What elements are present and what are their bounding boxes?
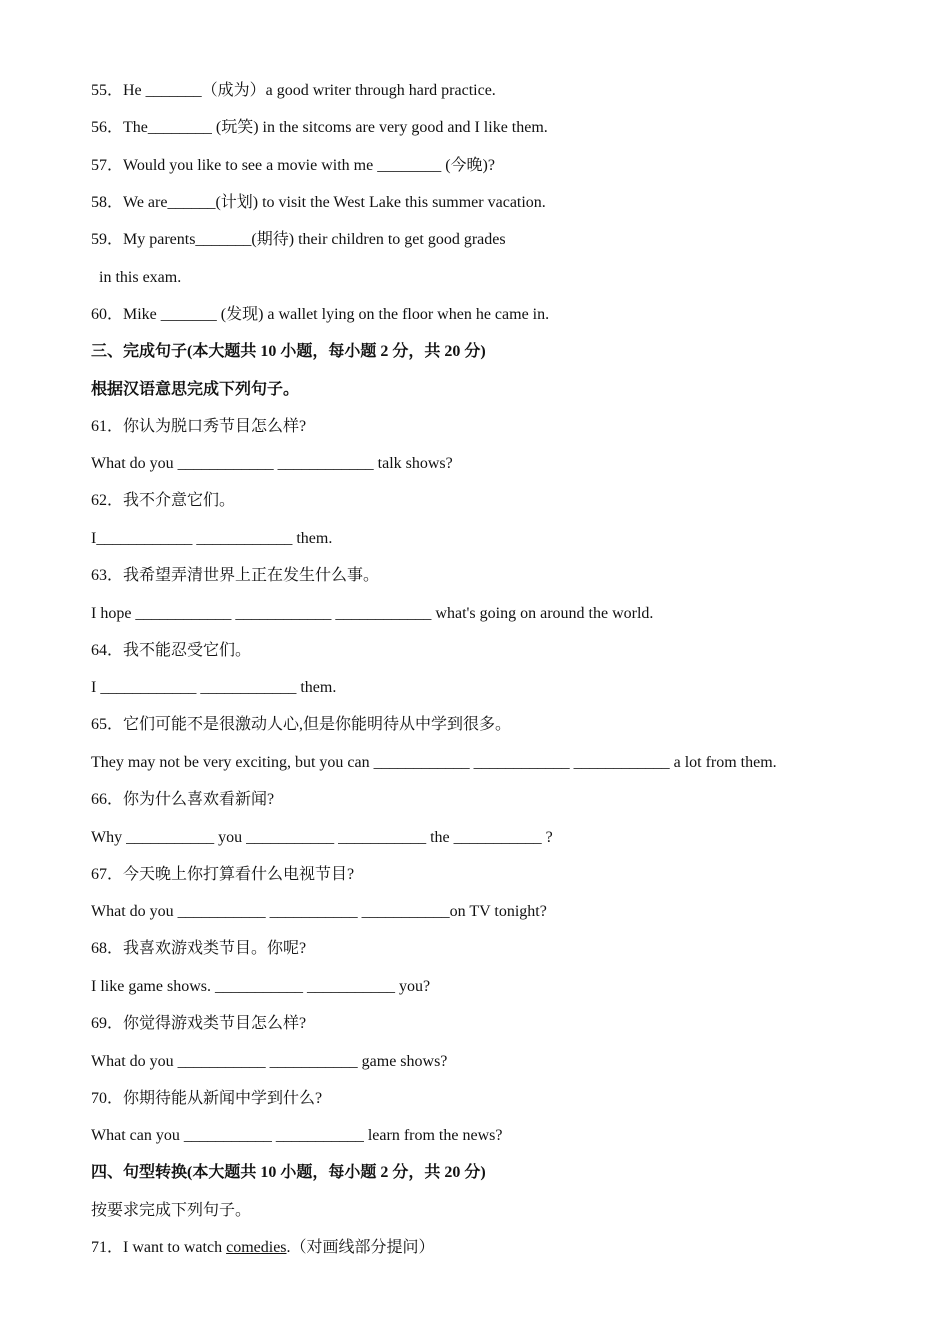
question-71-prefix: 71．I want to watch [91, 1239, 227, 1256]
question-62-chinese: 62．我不介意它们。 [91, 492, 236, 509]
question-59-line1: 59．My parents_______(期待) their children to get good grades [91, 231, 506, 248]
section-4-instruction: 按要求完成下列句子。 [91, 1202, 252, 1219]
question-61-english: What do you ____________ ____________ talk shows? [91, 455, 453, 472]
question-70-english: What can you ___________ ___________ learn from the news? [91, 1127, 503, 1144]
question-65-english: They may not be very exciting, but you can ____________ ____________ ____________ a lot from them. [91, 754, 777, 771]
section-3-title: 三、完成句子(本大题共 10 小题，每小题 2 分，共 20 分) [91, 343, 486, 360]
section-4-title: 四、句型转换(本大题共 10 小题，每小题 2 分，共 20 分) [91, 1164, 486, 1181]
question-56: 56．The________ (玩笑) in the sitcoms are very good and I like them. [91, 119, 548, 136]
question-68-english: I like game shows. ___________ ___________ you? [91, 978, 431, 995]
question-64-english: I ____________ ____________ them. [91, 679, 337, 696]
question-66-english: Why ___________ you ___________ ___________ the ___________ ? [91, 829, 553, 846]
question-66-chinese: 66．你为什么喜欢看新闻? [91, 791, 275, 808]
question-63-english: I hope ____________ ____________ ____________ what's going on around the world. [91, 605, 654, 622]
question-71 [91, 1238, 435, 1258]
question-61-chinese: 61．你认为脱口秀节目怎么样? [91, 418, 307, 435]
question-60: 60．Mike _______ (发现) a wallet lying on the floor when he came in. [91, 306, 550, 323]
question-62-english: I____________ ____________ them. [91, 530, 333, 547]
question-71-suffix: .（对画线部分提问） [286, 1239, 435, 1256]
question-69-english: What do you ___________ ___________ game shows? [91, 1053, 448, 1070]
question-67-english: What do you ___________ ___________ ___________on TV tonight? [91, 903, 547, 920]
section-3-instruction: 根据汉语意思完成下列句子。 [91, 381, 300, 398]
question-64-chinese: 64．我不能忍受它们。 [91, 642, 252, 659]
question-70-chinese: 70．你期待能从新闻中学到什么? [91, 1090, 323, 1107]
question-58: 58．We are______(计划) to visit the West Lake this summer vacation. [91, 194, 546, 211]
question-68-chinese: 68．我喜欢游戏类节目。你呢? [91, 940, 307, 957]
question-55: 55．He _______（成为）a good writer through hard practice. [91, 82, 496, 99]
question-71-underlined-word: comedies [226, 1239, 287, 1256]
question-57: 57．Would you like to see a movie with me ________ (今晚)? [91, 157, 495, 174]
question-69-chinese: 69．你觉得游戏类节目怎么样? [91, 1015, 307, 1032]
question-63-chinese: 63．我希望弄清世界上正在发生什么事。 [91, 567, 380, 584]
question-67-chinese: 67．今天晚上你打算看什么电视节目? [91, 866, 355, 883]
question-65-chinese: 65．它们可能不是很激动人心,但是你能明待从中学到很多。 [91, 716, 512, 733]
question-59-line2: in this exam. [99, 269, 182, 286]
